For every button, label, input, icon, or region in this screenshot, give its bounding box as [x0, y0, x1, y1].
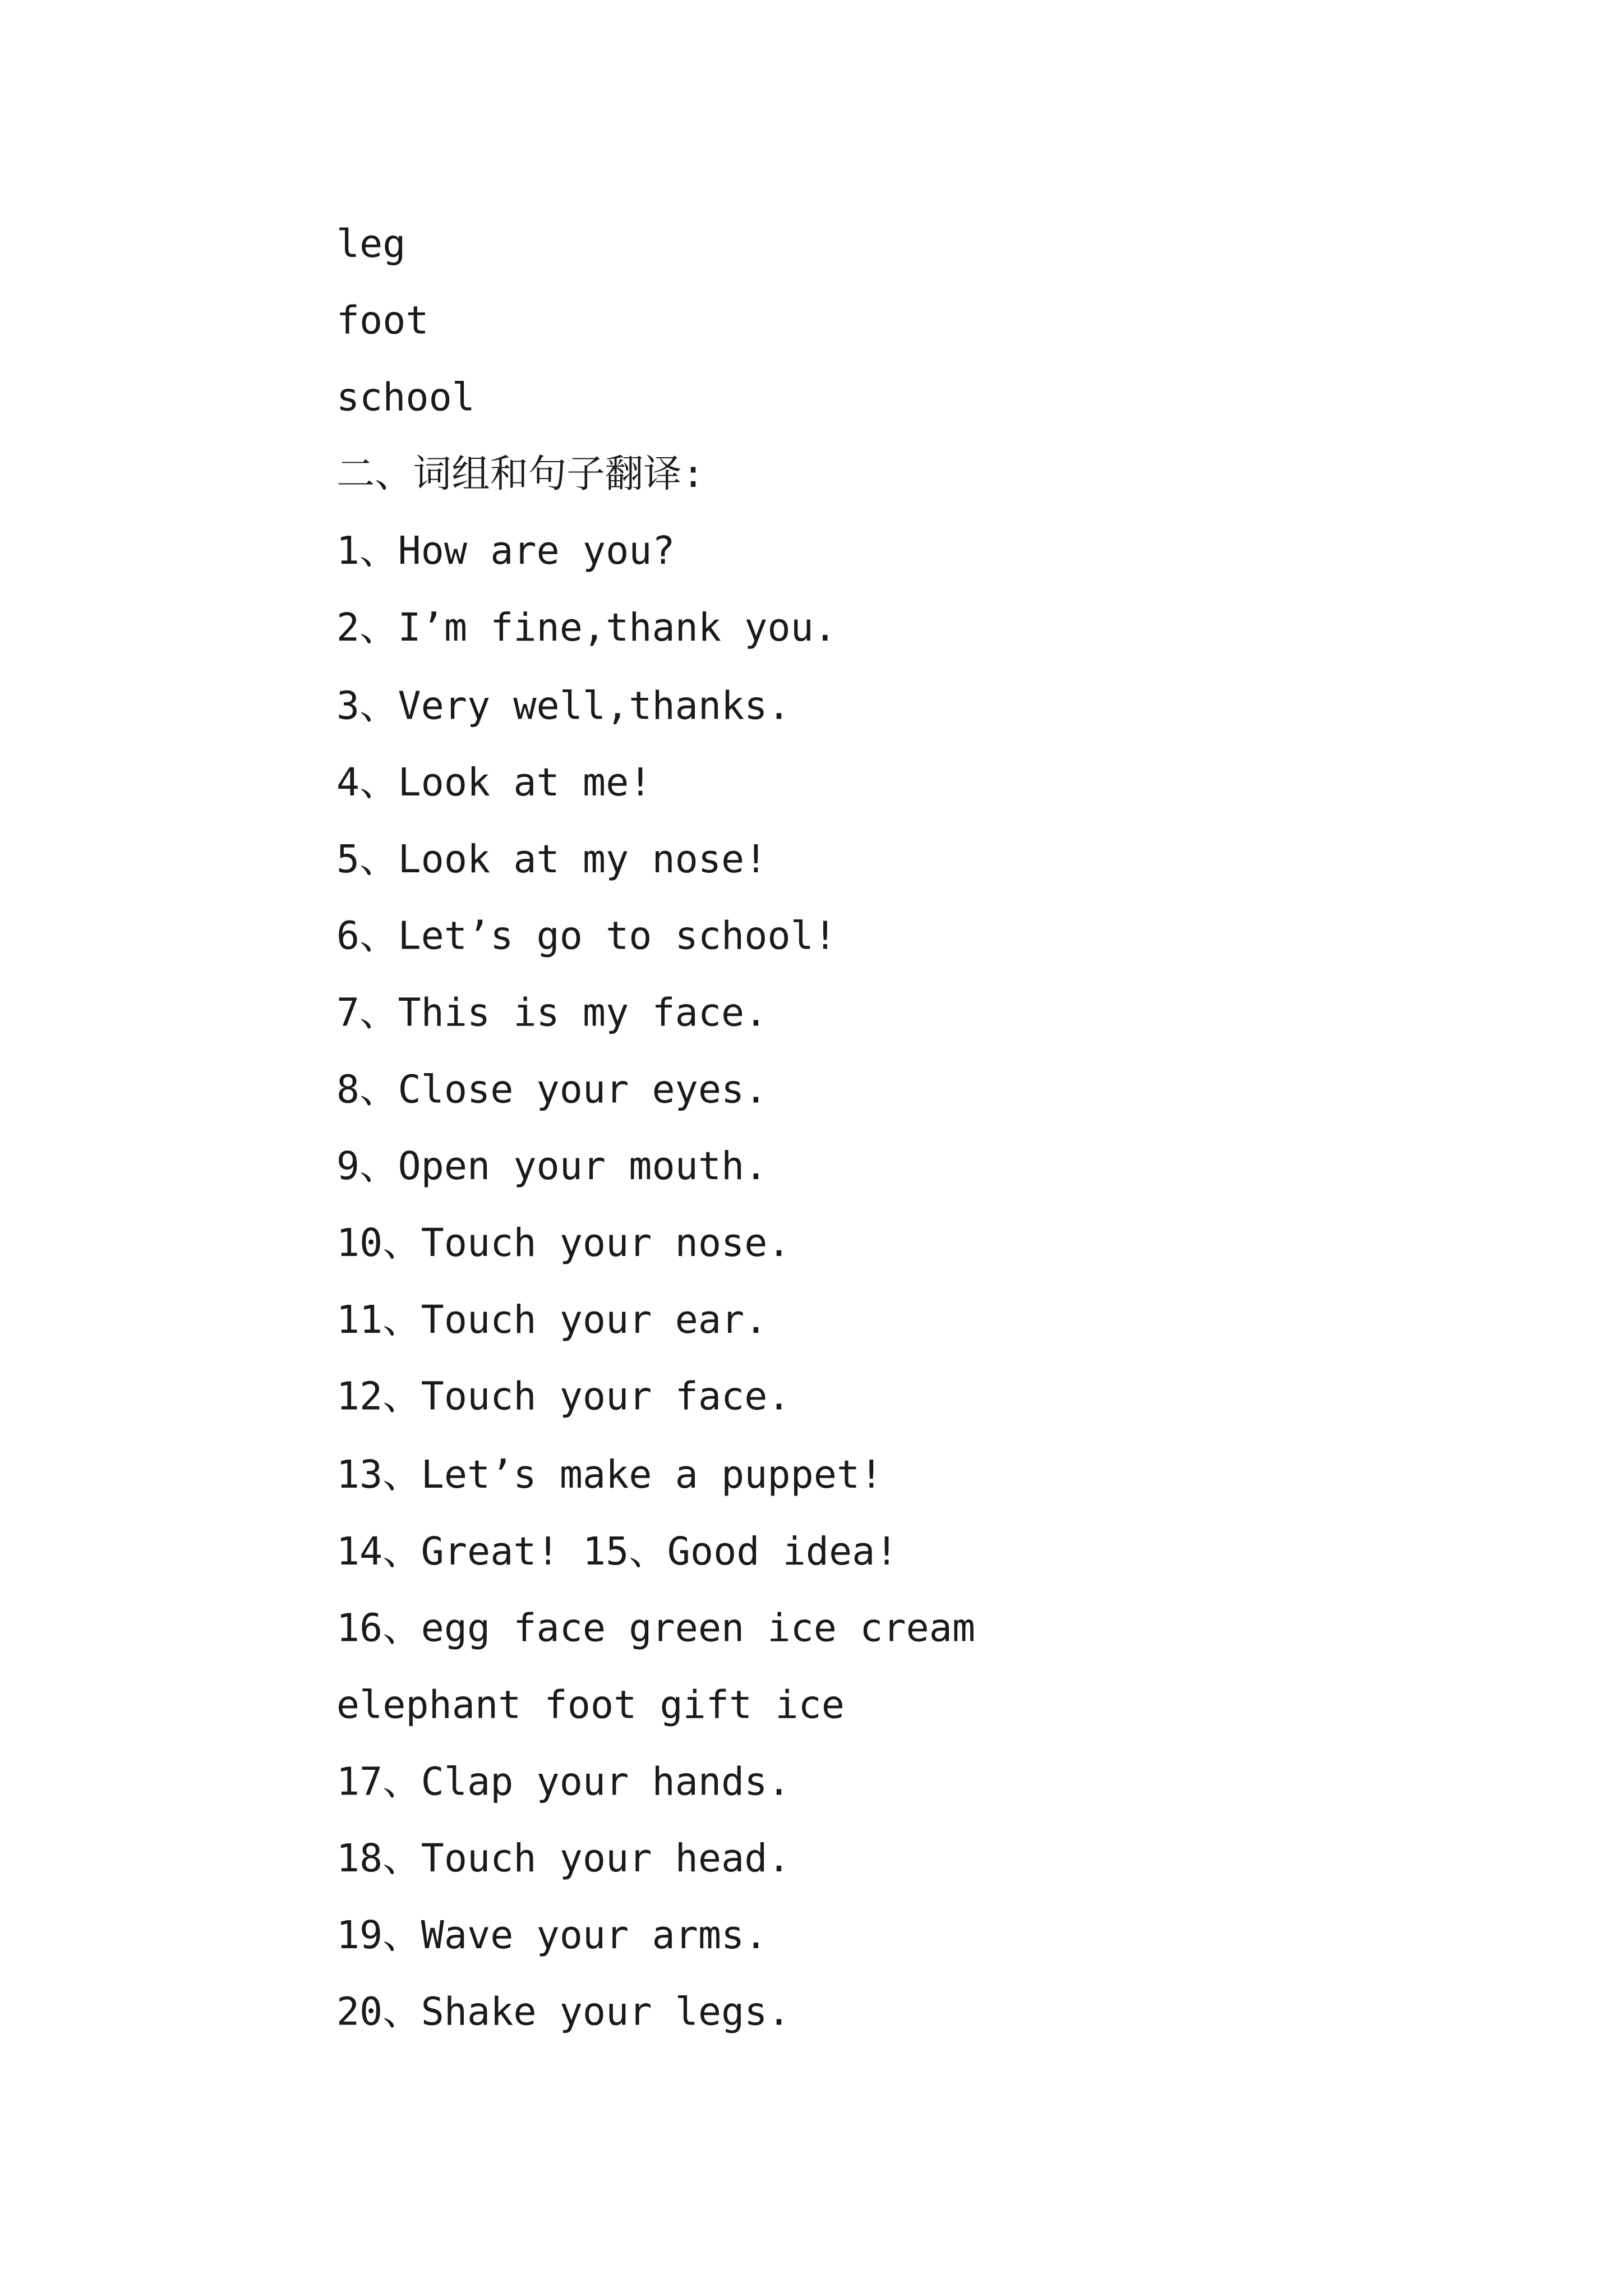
text-line: 16、egg face green ice cream — [336, 1607, 976, 1651]
text-line: 4、Look at me! — [336, 761, 652, 806]
text-line: elephant foot gift ice — [336, 1683, 845, 1728]
text-line: 17、Clap your hands. — [336, 1760, 791, 1805]
text-line: 1、How are you? — [336, 530, 675, 575]
document-text-lines — [336, 214, 975, 2059]
text-line: 12、Touch your face. — [336, 1376, 791, 1421]
text-line: 二、词组和句子翻译: — [336, 453, 705, 498]
text-line: 13、Let’s make a puppet! — [336, 1453, 883, 1498]
text-line: 2、I’m fine,thank you. — [336, 607, 837, 652]
text-line: 3、Very well,thanks. — [336, 684, 791, 729]
text-line: 14、Great! 15、Good idea! — [336, 1530, 898, 1575]
text-line: 18、Touch your head. — [336, 1837, 791, 1882]
text-line: 7、This is my face. — [336, 991, 768, 1036]
text-line: foot — [336, 300, 429, 344]
text-line: 5、Look at my nose! — [336, 838, 768, 882]
text-line: 19、Wave your arms. — [336, 1914, 768, 1959]
text-line: 11、Touch your ear. — [336, 1299, 768, 1344]
text-line: 10、Touch your nose. — [336, 1222, 791, 1267]
text-line: school — [336, 376, 475, 421]
text-line: 20、Shake your legs. — [336, 1991, 791, 2036]
text-line: 8、Close your eyes. — [336, 1068, 768, 1113]
text-line: 6、Let’s go to school! — [336, 914, 837, 959]
text-line: leg — [336, 223, 406, 268]
text-line: 9、Open your mouth. — [336, 1145, 768, 1190]
